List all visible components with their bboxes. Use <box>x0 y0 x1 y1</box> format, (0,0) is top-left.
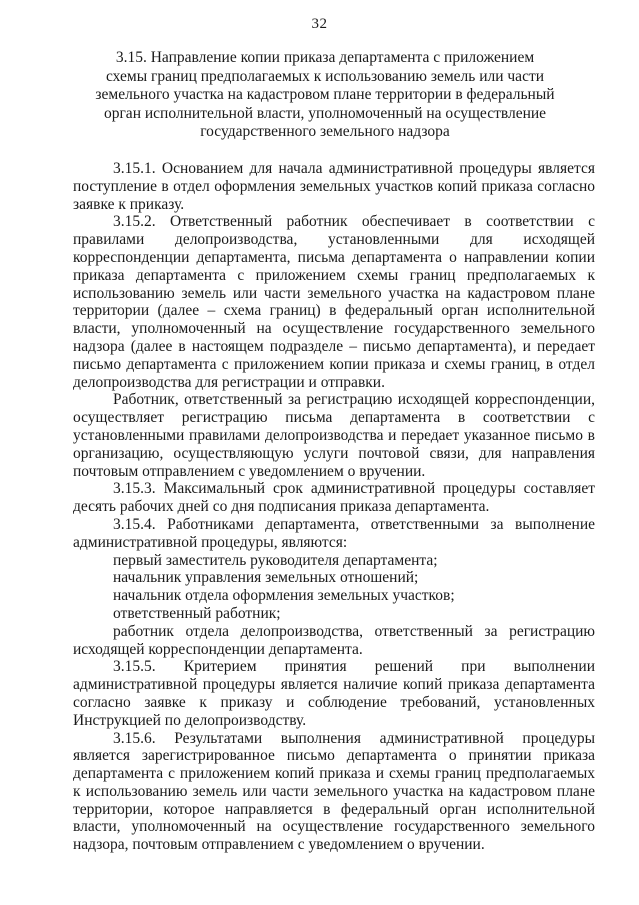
paragraph-registration-worker: Работник, ответственный за регистрацию исходящей корреспонденции, осуществляет регистрацию письма департамента в соответствии с установленными правилами делопроизводства и передает указанное письмо в организацию, осуществляющую услуги почтовой связи, для направления почтовым отправлением с уведомлением о вручении. <box>73 391 595 480</box>
responsible-list-item: ответственный работник; <box>113 604 281 622</box>
page-number: 32 <box>311 16 328 32</box>
responsible-list-item: работник отдела делопроизводства, ответственный за регистрацию исходящей корреспонденции департамента. <box>73 622 595 658</box>
paragraph-3-15-5: 3.15.5. Критерием принятия решений при выполнении административной процедуры является наличие копий приказа департамента согласно заявке к приказу и соблюдение требований, установленных Инструкцией по делопроизводству. <box>73 658 595 729</box>
section-heading: 3.15. Направление копии приказа департамента с приложением схемы границ предполагаемых к использованию земель или части земельного участка на кадастровом плане территории в федеральный орган исполнительной власти, уполномоченный на осуществление государственного земельного надзора <box>95 49 555 140</box>
paragraph-3-15-1: 3.15.1. Основанием для начала административной процедуры является поступление в отдел оформления земельных участков копий приказа согласно заявке к приказу. <box>73 160 595 213</box>
section-body <box>73 160 595 854</box>
responsible-list-item: начальник отдела оформления земельных участков; <box>113 587 455 605</box>
paragraph-3-15-2: 3.15.2. Ответственный работник обеспечивает в соответствии с правилами делопроизводства, установленными для исходящей корреспонденции департамента, письма департамента о направлении копии приказа департамента с приложением схемы границ предполагаемых к использованию земель или части земельного участка на кадастровом плане территории (далее – схема границ) в федеральный орган исполнительной власти, уполномоченный на осуществление государственного земельного надзора (далее в настоящем подразделе – письмо департамента), и передает письмо департамента с приложением копии приказа и схемы границ, в отдел делопроизводства для регистрации и отправки. <box>73 213 595 391</box>
paragraph-3-15-4: 3.15.4. Работниками департамента, ответственными за выполнение административной процедуры, являются: <box>73 515 595 551</box>
responsible-list-item: начальник управления земельных отношений; <box>113 569 419 587</box>
paragraph-3-15-3: 3.15.3. Максимальный срок административной процедуры составляет десять рабочих дней со дня подписания приказа департамента. <box>73 480 595 516</box>
paragraph-3-15-6: 3.15.6. Результатами выполнения административной процедуры является зарегистрированное письмо департамента о принятии приказа департамента с приложением копий приказа и схемы границ предполагаемых к использованию земель или части земельного участка на кадастровом плане территории, которое направляется в федеральный орган исполнительной власти, уполномоченный на осуществление государственного земельного надзора, почтовым отправлением с уведомлением о вручении. <box>73 729 595 854</box>
responsible-list-item: первый заместитель руководителя департамента; <box>113 551 438 569</box>
